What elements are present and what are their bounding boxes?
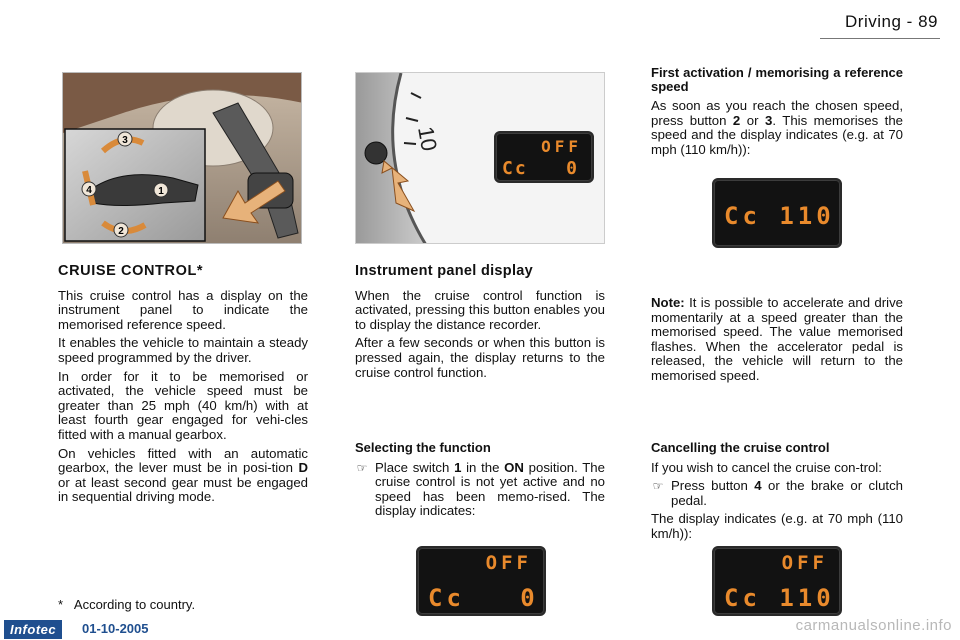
left-paragraph-4: On vehicles fitted with an automatic gearbox, the lever must be in posi-tion D or at least second gear must be engaged in sequential driving mode. — [58, 445, 308, 505]
selecting-function-heading: Selecting the function — [355, 440, 491, 455]
page-number: 89 — [918, 12, 938, 31]
left-paragraph-1: This cruise control has a display on the instrument panel to indicate the memorised reference speed. — [58, 287, 308, 332]
lcd-display-off-cc0 — [494, 131, 594, 183]
note-label: Note: — [651, 295, 685, 310]
lcd-line-bottom: Cc 0 — [502, 158, 580, 179]
lcd-display-memorised — [712, 178, 842, 248]
middle-paragraph-1: When the cruise control function is activated, pressing this button enables you to display the distance recorder. — [355, 287, 605, 332]
lcd-line-top: OFF — [781, 552, 828, 574]
left-paragraph-2: It enables the vehicle to maintain a steady speed programmed by the driver. — [58, 335, 308, 365]
left-paragraph-3: In order for it to be memorised or activated, the vehicle speed must be greater than 25 mph (40 km/h) with at least fourth gear engaged for vehi-cles fitted with a manual gearbox. — [58, 368, 308, 442]
header-rule — [820, 38, 940, 39]
footnote-text: According to country. — [73, 597, 196, 612]
infotec-logo: Infotec — [4, 620, 62, 639]
left-column — [58, 264, 308, 509]
header-separator: - — [906, 12, 913, 31]
selecting-function-step: ☞ Place switch 1 in the ON position. The cruise control is not yet active and no speed has been memo-rised. The display indicates: — [356, 459, 605, 519]
lcd-line-bottom: Cc 110 — [724, 202, 835, 230]
cancelling-step: ☞ Press button 4 or the brake or clutch pedal. — [652, 478, 903, 508]
site-watermark: carmanualsonline.info — [795, 617, 952, 634]
pointer-bullet-icon: ☞ — [652, 479, 664, 494]
lcd-display-selecting — [416, 546, 546, 616]
lever-label-2: 2 — [118, 226, 124, 237]
first-activation-section — [651, 66, 903, 161]
note-section — [651, 296, 903, 388]
lcd-display-cancelled — [712, 546, 842, 616]
lever-label-1: 1 — [158, 186, 164, 197]
lcd-line-top: OFF — [485, 552, 532, 574]
first-activation-heading: First activation / memorising a reference speed — [651, 65, 903, 94]
cancelling-paragraph-2: The display indicates (e.g. at 70 mph (110 km/h)): — [651, 511, 903, 541]
lever-illustration-svg — [63, 73, 302, 244]
instrument-panel-illustration — [355, 72, 605, 244]
section-title: Driving — [845, 12, 902, 31]
gear-position-d: D — [298, 460, 308, 476]
cancelling-heading: Cancelling the cruise control — [651, 440, 830, 455]
lever-label-4: 4 — [86, 185, 92, 196]
middle-column — [355, 264, 605, 384]
cruise-control-lever-illustration — [62, 72, 302, 244]
lcd-line-bottom: Cc 110 — [724, 584, 835, 612]
cancelling-paragraph-1: If you wish to cancel the cruise con-trol: — [651, 459, 882, 475]
cancelling-section — [651, 441, 903, 546]
middle-paragraph-2: After a few seconds or when this button is pressed again, the display returns to the cruise control function. — [355, 335, 605, 380]
edition-date: 01-10-2005 — [82, 621, 149, 636]
lever-label-3: 3 — [122, 135, 128, 146]
lcd-line-top: OFF — [541, 137, 582, 156]
instrument-panel-heading: Instrument panel display — [355, 263, 534, 279]
first-activation-paragraph: As soon as you reach the chosen speed, press button 2 or 3. This memorises the speed and the display indicates (e.g. at 70 mph (110 km/h)): — [651, 98, 903, 157]
gauge-numeral: 10 — [413, 124, 442, 153]
pointer-bullet-icon: ☞ — [356, 460, 368, 475]
cruise-control-heading: CRUISE CONTROL* — [58, 263, 204, 279]
footnote — [58, 597, 195, 612]
note-paragraph: Note: It is possible to accelerate and drive momentarily at a speed greater than the memorised speed. The value memorised flashes. When the accelerator pedal is released, the vehicle will return to the memorised speed. — [651, 295, 903, 383]
footnote-mark: * — [58, 597, 64, 612]
lcd-line-bottom: Cc 0 — [428, 584, 539, 612]
page-header — [845, 12, 938, 32]
selecting-function-section — [355, 441, 605, 519]
